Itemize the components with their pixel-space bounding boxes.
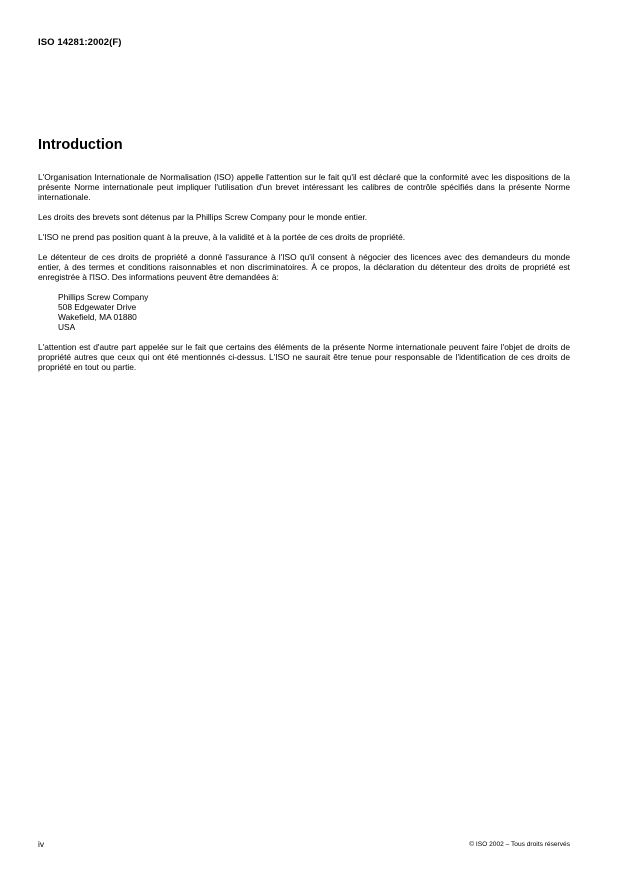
address-line-street: 508 Edgewater Drive <box>58 302 137 312</box>
address-line-country: USA <box>58 322 76 332</box>
paragraph-iso-position: L'ISO ne prend pas position quant à la preuve, à la validité et à la portée de ces droits de propriété. <box>38 232 406 242</box>
address-block <box>58 292 570 332</box>
paragraph-patent-holder: Les droits des brevets sont détenus par la Phillips Screw Company pour le monde entier. <box>38 212 368 222</box>
address-line-company: Phillips Screw Company <box>58 292 149 302</box>
section-title: Introduction <box>38 137 123 153</box>
address-line-city: Wakefield, MA 01880 <box>58 312 137 322</box>
document-body <box>38 172 570 382</box>
copyright-notice: © ISO 2002 – Tous droits réservés <box>469 841 570 848</box>
page-number: iv <box>38 839 45 849</box>
paragraph-conformity: L'Organisation Internationale de Normalisation (ISO) appelle l'attention sur le fait qu'il est déclaré que la conformité avec les dispositions de la présente Norme internationale peut impliquer l'utilisation d'un brevet intéressant les calibres de contrôle spécifiés dans la présente Norme internationale. <box>38 172 570 202</box>
document-header: ISO 14281:2002(F) <box>38 37 122 48</box>
paragraph-licence-assurance: Le détenteur de ces droits de propriété a donné l'assurance à l'ISO qu'il consent à négocier des licences avec des demandeurs du monde entier, à des termes et conditions raisonnables et non discriminatoires. À ce propos, la déclaration du détenteur des droits de propriété est enregistrée à l'ISO. Des informations peuvent être demandées à: <box>38 252 570 282</box>
paragraph-other-rights: L'attention est d'autre part appelée sur le fait que certains des éléments de la présente Norme internationale peuvent faire l'objet de droits de propriété autres que ceux qui ont été mentionnés ci-dessus. L'ISO ne saurait être tenue pour responsable de l'identification de ces droits de propriété en tout ou partie. <box>38 342 570 372</box>
